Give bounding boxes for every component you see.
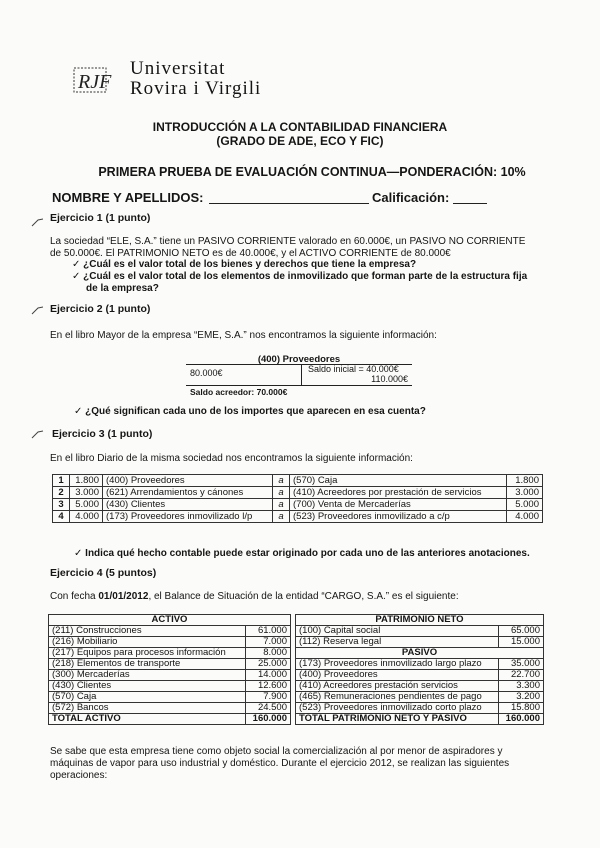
entry-debit-account: (430) Clientes	[103, 499, 273, 511]
entry-credit-amount: 4.000	[507, 511, 543, 523]
entry-debit-amount: 1.800	[70, 475, 103, 487]
table-row	[49, 714, 544, 725]
closing-text-line1: Se sabe que esta empresa tiene como objeto social la comercialización al por menor de aspiradores y	[50, 746, 503, 757]
activo-label: (218) Elementos de transporte	[49, 659, 246, 670]
ejercicio2-text: En el libro Mayor de la empresa “EME, S.A.” nos encontramos la siguiente información:	[50, 330, 437, 341]
t-account-credit-amount: 110.000€	[371, 374, 408, 384]
activo-label: (570) Caja	[49, 692, 246, 703]
grading-tick-icon	[30, 428, 44, 442]
table-row	[49, 615, 544, 626]
pn-label: (112) Reserva legal	[296, 637, 499, 648]
t-account-credit-initial: Saldo inicial = 40.000€	[308, 364, 399, 374]
course-subtitle: (GRADO DE ADE, ECO Y FIC)	[216, 134, 384, 148]
ejercicio3-text: En el libro Diario de la misma sociedad nos encontramos la siguiente información:	[50, 453, 413, 464]
entry-a: a	[273, 511, 290, 523]
svg-text:RJF: RJF	[78, 71, 112, 93]
entry-number: 4	[53, 511, 70, 523]
entry-credit-amount: 3.000	[507, 487, 543, 499]
checkmark-icon: ✓	[72, 259, 81, 270]
table-row	[53, 511, 543, 523]
activo-value: 8.000	[246, 648, 291, 659]
pasivo-label: (465) Remuneraciones pendientes de pago	[296, 692, 499, 703]
entry-credit-account: (523) Proveedores inmovilizado a c/p	[290, 511, 507, 523]
ejercicio1-question2: ¿Cuál es el valor total de los elementos de inmovilizado que forman parte de la estructura fija	[83, 271, 528, 282]
entry-a: a	[273, 475, 290, 487]
activo-value: 12.600	[246, 681, 291, 692]
closing-text-line3: operaciones:	[50, 770, 108, 781]
ejercicio3-heading: Ejercicio 3 (1 punto)	[52, 428, 153, 440]
ejercicio3-question: Indica qué hecho contable puede estar originado por cada uno de las anteriores anotaciones.	[85, 548, 530, 559]
ejercicio4-intro	[50, 591, 459, 603]
activo-value: 25.000	[246, 659, 291, 670]
ejercicio1-heading: Ejercicio 1 (1 punto)	[50, 212, 151, 224]
closing-text-line2: máquinas de vapor para uso industrial y doméstico. Durante el ejercicio 2012, se realizan las siguientes	[50, 758, 510, 769]
ejercicio2-question: ¿Qué significan cada uno de los importes que aparecen en esa cuenta?	[85, 406, 426, 417]
activo-value: 7.900	[246, 692, 291, 703]
table-row	[49, 637, 544, 648]
ejercicio4-intro-pre: Con fecha	[50, 591, 99, 602]
course-title: INTRODUCCIÓN A LA CONTABILIDAD FINANCIERA	[152, 120, 448, 134]
activo-value: 14.000	[246, 670, 291, 681]
t-account-bottom-line	[186, 385, 412, 386]
ejercicio1-question2-cont: de la empresa?	[86, 283, 159, 294]
university-name-line2: Rovira i Virgili	[130, 78, 262, 99]
entry-credit-account: (410) Acreedores por prestación de servicios	[290, 487, 507, 499]
pasivo-value: 22.700	[499, 670, 544, 681]
grade-label: Calificación:	[372, 190, 450, 205]
grading-tick-icon	[30, 216, 44, 230]
checkmark-icon: ✓	[74, 406, 83, 417]
t-account-balance: Saldo acreedor: 70.000€	[190, 387, 288, 397]
ejercicio4-intro-post: , el Balance de Situación de la entidad “CARGO, S.A.” es el siguiente:	[148, 591, 459, 602]
diario-table	[52, 474, 543, 523]
grade-blank-line[interactable]	[453, 203, 487, 204]
table-row	[49, 626, 544, 637]
entry-credit-account: (700) Venta de Mercaderías	[290, 499, 507, 511]
pn-value: 15.000	[499, 637, 544, 648]
table-row	[53, 487, 543, 499]
ejercicio1-text-line1: La sociedad “ELE, S.A.” tiene un PASIVO CORRIENTE valorado en 60.000€, un PASIVO NO CORRIENTE	[50, 236, 526, 247]
entry-credit-amount: 5.000	[507, 499, 543, 511]
entry-number: 3	[53, 499, 70, 511]
exam-title: PRIMERA PRUEBA DE EVALUACIÓN CONTINUA—PONDERACIÓN: 10%	[98, 165, 526, 179]
entry-credit-amount: 1.800	[507, 475, 543, 487]
pasivo-value: 15.800	[499, 703, 544, 714]
activo-value: 24.500	[246, 703, 291, 714]
table-row	[53, 499, 543, 511]
entry-debit-account: (400) Proveedores	[103, 475, 273, 487]
activo-label: (430) Clientes	[49, 681, 246, 692]
activo-value: 7.000	[246, 637, 291, 648]
name-field	[52, 190, 369, 205]
pasivo-label: (173) Proveedores inmovilizado largo plazo	[296, 659, 499, 670]
entry-debit-account: (621) Arrendamientos y cánones	[103, 487, 273, 499]
name-label: NOMBRE Y APELLIDOS:	[52, 190, 204, 205]
ejercicio1-question1: ¿Cuál es el valor total de los bienes y derechos que tiene la empresa?	[83, 259, 417, 270]
table-row	[53, 475, 543, 487]
pasivo-label: (410) Acreedores prestación servicios	[296, 681, 499, 692]
activo-label: (216) Mobiliario	[49, 637, 246, 648]
name-blank-line[interactable]	[209, 203, 369, 204]
total-activo-value: 160.000	[246, 714, 291, 725]
ejercicio4-heading: Ejercicio 4 (5 puntos)	[50, 567, 157, 579]
entry-debit-amount: 4.000	[70, 511, 103, 523]
grade-field	[372, 190, 487, 205]
pasivo-value: 3.200	[499, 692, 544, 703]
entry-debit-amount: 5.000	[70, 499, 103, 511]
t-account-debit: 80.000€	[190, 368, 223, 378]
table-row	[49, 692, 544, 703]
total-pn-pasivo-label: TOTAL PATRIMONIO NETO Y PASIVO	[296, 714, 499, 725]
activo-header: ACTIVO	[49, 615, 291, 626]
ejercicio1-text-line2: de 50.000€. El PATRIMONIO NETO es de 40.000€, y el ACTIVO CORRIENTE de 80.000€	[50, 248, 451, 259]
table-row	[49, 648, 544, 659]
pn-label: (100) Capital social	[296, 626, 499, 637]
table-row	[49, 659, 544, 670]
university-seal-logo	[70, 60, 114, 96]
t-account-divider	[301, 364, 302, 386]
patrimonio-neto-header: PATRIMONIO NETO	[296, 615, 544, 626]
pn-value: 65.000	[499, 626, 544, 637]
checkmark-icon: ✓	[74, 548, 83, 559]
table-row	[49, 703, 544, 714]
activo-label: (300) Mercaderías	[49, 670, 246, 681]
ejercicio4-intro-date: 01/01/2012	[98, 591, 149, 602]
checkmark-icon: ✓	[72, 271, 81, 282]
entry-number: 2	[53, 487, 70, 499]
table-row	[49, 681, 544, 692]
activo-label: (572) Bancos	[49, 703, 246, 714]
balance-sheet-table	[48, 614, 544, 725]
pasivo-label: (523) Proveedores inmovilizado corto plazo	[296, 703, 499, 714]
university-name-line1: Universitat	[130, 58, 226, 79]
total-pn-pasivo-value: 160.000	[499, 714, 544, 725]
activo-label: (211) Construcciones	[49, 626, 246, 637]
entry-a: a	[273, 499, 290, 511]
entry-a: a	[273, 487, 290, 499]
pasivo-value: 35.000	[499, 659, 544, 670]
entry-credit-account: (570) Caja	[290, 475, 507, 487]
t-account-title: (400) Proveedores	[257, 354, 341, 365]
entry-number: 1	[53, 475, 70, 487]
total-activo-label: TOTAL ACTIVO	[49, 714, 246, 725]
pasivo-label: (400) Proveedores	[296, 670, 499, 681]
ejercicio2-heading: Ejercicio 2 (1 punto)	[50, 303, 151, 315]
grading-tick-icon	[30, 304, 44, 318]
entry-debit-account: (173) Proveedores inmovilizado l/p	[103, 511, 273, 523]
activo-label: (217) Equipos para procesos información	[49, 648, 246, 659]
table-row	[49, 670, 544, 681]
pasivo-value: 3.300	[499, 681, 544, 692]
pasivo-header: PASIVO	[296, 648, 544, 659]
activo-value: 61.000	[246, 626, 291, 637]
entry-debit-amount: 3.000	[70, 487, 103, 499]
